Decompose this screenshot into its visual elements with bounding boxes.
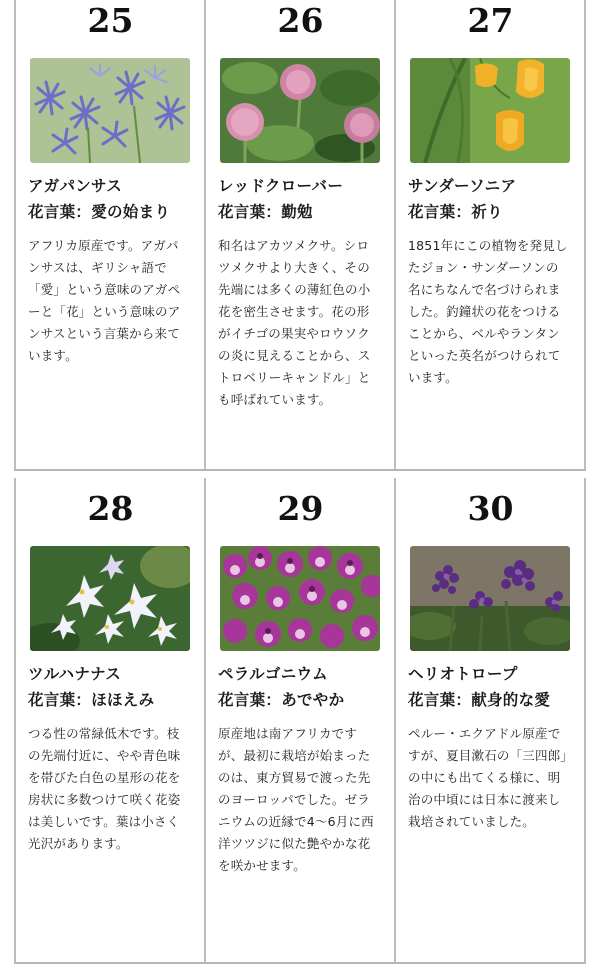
column-divider	[394, 478, 396, 964]
day-number: 27	[467, 1, 514, 40]
flower-language: 花言葉：祈り	[408, 203, 503, 221]
flower-description: つる性の常緑低木です。枝の先端付近に、やや青色味を帯びた白色の星形の花を房状に多数つけて咲く花姿は美しいです。葉は小さく光沢があります。	[28, 726, 181, 851]
row-divider	[14, 469, 586, 471]
column-divider	[14, 478, 16, 964]
day-number: 29	[277, 489, 324, 528]
column-divider	[394, 0, 396, 470]
flower-description: アフリカ原産です。アガパンサスは、ギリシャ語で「愛」という意味のアガペーと「花」という意味のアンサスという言葉から来ています。	[28, 238, 181, 363]
column-divider	[14, 0, 16, 470]
flower-name: サンダーソニア	[408, 177, 517, 195]
column-divider	[584, 478, 586, 964]
flower-card-27	[408, 0, 573, 389]
day-number: 28	[87, 489, 134, 528]
flower-language: 花言葉：献身的な愛	[408, 691, 551, 709]
flower-language: 花言葉：勤勉	[218, 203, 313, 221]
flower-language: 花言葉：愛の始まり	[28, 203, 171, 221]
flower-language: 花言葉：あでやか	[218, 691, 345, 709]
column-divider	[204, 478, 206, 964]
sandersonia-photo	[410, 58, 570, 163]
flower-card-28	[28, 488, 193, 855]
pelargonium-photo	[220, 546, 380, 651]
day-number: 30	[467, 489, 514, 528]
flower-card-29	[218, 488, 383, 877]
flower-card-25	[28, 0, 193, 367]
flower-name: アガパンサス	[28, 177, 123, 195]
flower-description: 原産地は南アフリカですが、最初に栽培が始まったのは、東方貿易で渡った先のヨーロッパでした。ゼラニウムの近縁で4〜6月に西洋ツツジに似た艶やかな花を咲かせます。	[218, 726, 374, 873]
day-number: 26	[277, 1, 324, 40]
flower-description: 1851年にこの植物を発見したジョン・サンダーソンの名にちなんで名づけられました。釣鐘状の花をつけることから、ベルやランタンといった英名がつけられています。	[408, 238, 568, 385]
flower-description: 和名はアカツメクサ。シロツメクサより大きく、その先端には多くの薄紅色の小花を密生させます。花の形がイチゴの果実やロウソクの炎に見えることから、ストロベリーキャンドル」とも呼ばれています。	[218, 238, 371, 407]
flower-description: ペルー・エクアドル原産ですが、夏目漱石の「三四郎」の中にも出てくる様に、明治の中頃には日本に渡来し栽培されていました。	[408, 726, 567, 829]
heliotrope-photo	[410, 546, 570, 651]
red-clover-photo	[220, 58, 380, 163]
flower-card-26	[218, 0, 383, 411]
solanum-photo	[30, 546, 190, 651]
flower-name: ヘリオトロープ	[408, 665, 518, 683]
flower-name: ペラルゴニウム	[218, 665, 328, 683]
agapanthus-photo	[30, 58, 190, 163]
row-divider	[14, 962, 586, 964]
column-divider	[204, 0, 206, 470]
flower-name: ツルハナナス	[28, 665, 122, 683]
column-divider	[584, 0, 586, 470]
flower-language: 花言葉：ほほえみ	[28, 691, 155, 709]
flower-card-30	[408, 488, 573, 833]
flower-name: レッドクローバー	[218, 177, 344, 195]
day-number: 25	[87, 1, 134, 40]
